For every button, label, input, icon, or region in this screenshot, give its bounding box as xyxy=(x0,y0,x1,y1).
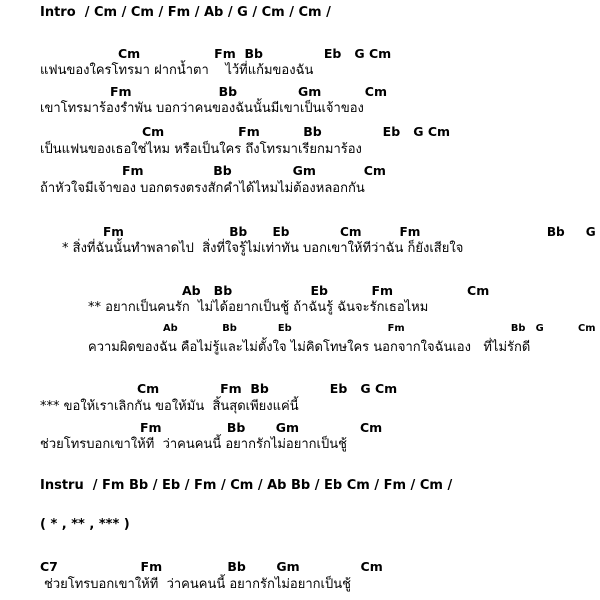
hook3-chords-1: Cm Fm Bb Eb G Cm xyxy=(137,381,398,396)
verse1-chords-1: Cm Fm Bb Eb G Cm xyxy=(118,46,392,61)
hook1-chords: Fm Bb Eb Cm Fm Bb G xyxy=(103,225,596,239)
instru-line: Instru / Fm Bb / Eb / Fm / Cm / Ab Bb / Eb Cm / Fm / Cm / xyxy=(40,478,453,493)
verse1-lyric-2: เขาโทรมาร้องรำพัน บอกว่าคนของฉันนั้นมีเขาเป็นเจ้าของ xyxy=(40,101,364,116)
hook2-lyric-2: ความผิดของฉัน คือไม่รู้และไม่ตั้งใจ ไม่คิดโทษใคร นอกจากใจฉันเอง ที่ไม่รักดี xyxy=(88,340,531,355)
outro-lyric: ช่วยโทรบอกเขาให้ที ว่าคนคนนี้ อยากรักไม่อยากเป็นชู้ xyxy=(44,577,351,592)
hook2-chords-2: Ab Bb Eb Fm Bb G Cm xyxy=(163,323,596,334)
hook3-chords-2: Fm Bb Gm Cm xyxy=(140,420,383,435)
verse1-chords-4: Fm Bb Gm Cm xyxy=(122,163,386,178)
verse1-chords-3: Cm Fm Bb Eb G Cm xyxy=(142,124,451,139)
repeat-marker: ( * , ** , *** ) xyxy=(40,517,130,532)
verse1-lyric-4: ถ้าหัวใจมีเจ้าของ บอกตรงตรงสักคำได้ไหมไม่ต้องหลอกกัน xyxy=(40,181,365,196)
hook3-lyric-2: ช่วยโทรบอกเขาให้ที ว่าคนคนนี้ อยากรักไม่อยากเป็นชู้ xyxy=(40,437,347,452)
hook2-chords-1: Ab Bb Eb Fm Cm xyxy=(182,283,490,298)
outro-chords: C7 Fm Bb Gm Cm xyxy=(40,559,383,574)
hook1-lyric: * สิ่งที่ฉันนั้นทำพลาดไป สิ่งที่ใจรู้ไม่เท่าทัน บอกเขาให้ทีว่าฉัน ก็ยังเสียใจ xyxy=(62,241,464,256)
verse1-chords-2: Fm Bb Gm Cm xyxy=(110,84,388,99)
hook3-lyric-1: *** ขอให้เราเลิกกัน ขอให้มัน สิ้นสุดเพียงแค่นี้ xyxy=(40,399,299,414)
verse1-lyric-1: แฟนของใครโทรมา ฝากน้ำตา ไว้ที่แก้มของฉัน xyxy=(40,63,314,78)
intro-line: Intro / Cm / Cm / Fm / Ab / G / Cm / Cm / xyxy=(40,5,331,20)
hook2-lyric-1: ** อยากเป็นคนรัก ไม่ได้อยากเป็นชู้ ถ้าฉันรู้ ฉันจะรักเธอไหม xyxy=(88,300,429,315)
verse1-lyric-3: เป็นแฟนของเธอใช่ไหม หรือเป็นใคร ถึงโทรมาเรียกมาร้อง xyxy=(40,142,362,157)
